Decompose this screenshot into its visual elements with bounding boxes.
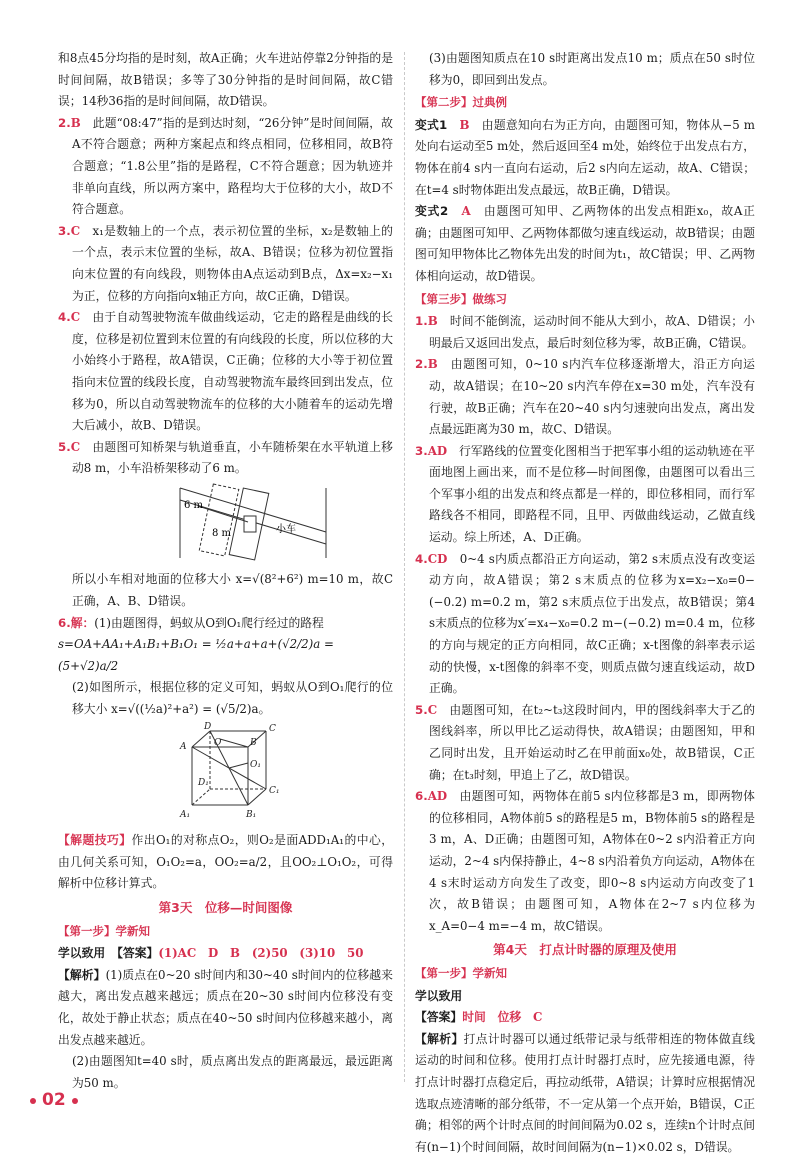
vertex-A1: A₁	[180, 809, 191, 820]
vertex-A: A	[180, 741, 187, 752]
q2-answer: 2.B 此题“08:47”指的是到达时刻，“26分钟”是时间间隔，故A不符合题意；两种方案起点和终点相同，位移相同，故B符合题意；“1.8公里”指的是路程，C不符合题意；因为轨迹并非单向直线，所以两方案中，路程均大于位移的大小，故D不符合题意。	[58, 115, 393, 217]
day3-analysis-2: (2)由题图知t=40 s时，质点离出发点的距离最远，最远距离为50 m。	[72, 1054, 393, 1090]
exercise-6: 6.AD 由题图可知，两物体在前5 s内位移都是3 m，即两物体的位移相同，A物体前5 s的路程是5 m，B物体前5 s的路程是3 m，A、D正确；由题图可知，A物体在0~2 s内沿着正方向运动，2~4 s内保持静止，4~8 s内沿着负方向运动，A物体在4 s末时运动方向发生了改变，即0~8 s内运动方向改变了1次，故B错误；由题图可知，A物体在2~7 s内位移为x_A=0−4 m=−4 m，故C错误。	[415, 789, 755, 933]
day3-answer-line: 学以致用 【答案】(1)AC D B (2)50 (3)10 50	[58, 946, 364, 961]
vertex-B1: B₁	[246, 809, 257, 820]
label-8m: 8 m	[212, 527, 232, 539]
cube-diagram	[176, 723, 286, 821]
day4-learn: 学以致用	[415, 988, 463, 1003]
exercise-1: 1.B 时间不能倒流，运动时间不能从大到小，故A、D错误；小明最后又返回出发点，最后时刻位移为零，故B正确，C错误。	[415, 314, 755, 350]
q6-solution: 6.解：(1)由题图得，蚂蚁从O到O₁爬行经过的路程	[58, 615, 324, 630]
day3-step2: 【第二步】过典例	[415, 95, 507, 110]
day3-title: 第3天 位移—时间图像	[158, 900, 293, 915]
cube-figure	[58, 723, 393, 829]
day4-analysis: 【解析】打点计时器可以通过纸带记录与纸带相连的物体做直线运动的时间和位移。使用打点计时器打点时，应先接通电源，待打点计时器打点稳定后，再拉动纸带，A错误；计算时应根据情况选取点迹清晰的部分纸带，不一定从第一个点开始，B错误，C正确；相邻的两个计时点间的时间间隔为0.02 s，连续n个计时点间有(n−1)个时间间隔，故时间间隔为(n−1)×0.02 s，D错误。	[415, 1031, 755, 1154]
q5-conclusion: 所以小车相对地面的位移大小 x=√(8²+6²) m=10 m，故C正确，A、B、D错误。	[72, 572, 393, 609]
q5-answer: 5.C 由题图可知桥架与轨道垂直，小车随桥架在水平轨道上移动8 m，小车沿桥架移动了6 m。	[58, 439, 393, 476]
vertex-B: B	[250, 737, 257, 748]
exercise-5: 5.C 由题图可知，在t₂~t₃这段时间内，甲的图线斜率大于乙的图线斜率，所以甲比乙运动得快，故A错误；由题图知，甲和乙同时出发，且开始运动时乙在甲前面x₀处，故B错误，C正确；在t₃时刻，甲追上了乙，故D错误。	[415, 702, 755, 782]
bridge-trolley-figure	[58, 482, 393, 568]
variant-1: 变式1 B 由题意知向右为正方向，由题图可知，物体从−5 m处向右运动至5 m处，然后返回至4 m处，始终位于出发点右方，物体在前4 s内一直向右运动，后2 s内向左运动，故A、C错误；在t=4 s时物体距出发点最远，故B正确，D错误。	[415, 117, 755, 197]
day3-analysis-3: (3)由题图知质点在10 s时距离出发点10 m；质点在50 s时位移为0，即回到出发点。	[429, 51, 755, 87]
q1-continuation: 和8点45分均指的是时刻，故A正确；火车进站停靠2分钟指的是时间间隔，故B错误；多等了30分钟指的是时间间隔，故C错误；14秒36指的是时间间隔，故D错误。	[58, 51, 393, 109]
exercise-4: 4.CD 0~4 s内质点都沿正方向运动，第2 s末质点没有改变运动方向，故A错误；第2 s末质点的位移为x=x₂−x₀=0−(−0.2) m=0.2 m，第2 s末质点位于出发点，故B错误；第4 s末质点的位移为x′=x₄−x₀=0.2 m−(−0.2) m=0.4 m，位移的方向与规定的正方向相同，故C正确；x-t图像的斜率表示运动的快慢，x-t图像的斜率不变，则质点做匀速直线运动，故D正确。	[415, 551, 755, 696]
q4-answer: 4.C 由于自动驾驶物流车做曲线运动，它走的路程是曲线的长度，位移是初位置到末位置的有向线段的长度，所以位移的大小始终小于路程，故A错误，C正确；位移的大小等于初位置指向末位置的线段长度，自动驾驶物流车最终回到出发点，位移为0，所以自动驾驶物流车的位移的大小随着车的运动先增大后减小，故B、D错误。	[58, 310, 393, 433]
q6-part2: (2)如图所示，根据位移的定义可知，蚂蚁从O到O₁爬行的位移大小 x=√((½a)²+a²) = (√5/2)a。	[72, 680, 393, 717]
label-6m: 6 m	[184, 499, 204, 511]
q3-answer: 3.C x₁是数轴上的一个点，表示初位置的坐标，x₂是数轴上的一个点，表示末位置的坐标，故A、B错误；位移为初位置指向末位置的有向线段，则物体由A点运动到B点，Δx=x₂−x₁为正，位移的方向指向x轴正方向，故C正确，D错误。	[58, 223, 393, 303]
right-column	[415, 48, 755, 1154]
vertex-D1: D₁	[198, 777, 209, 788]
day4-title: 第4天 打点计时器的原理及使用	[493, 942, 677, 958]
exercise-3: 3.AD 行军路线的位置变化图相当于把军事小组的运动轨迹在平面地图上画出来，而不是位移—时间图像，由题图可以看出三个军事小组的出发点和终点都是一样的，即位移相同，而行军路线各不相同，即路程不同，且甲、丙做曲线运动，乙做直线运动。综上所述，A、D正确。	[415, 443, 755, 545]
day4-answer-line: 【答案】时间 位移 C	[415, 1010, 543, 1025]
vertex-C: C	[269, 723, 276, 734]
vertex-C1: C₁	[269, 785, 280, 796]
footer-dot-right	[72, 1098, 78, 1104]
label-trolley: 小车	[276, 523, 296, 535]
q6-formula-1: s=OA+AA₁+A₁B₁+B₁O₁ = ½a+a+a+(√2/2)a =	[58, 637, 334, 652]
left-column	[58, 48, 393, 1088]
exercise-2: 2.B 由题图可知，0~10 s内汽车位移逐渐增大，沿正方向运动，故A错误；在10~20 s内汽车停在x=30 m处，汽车没有行驶，故B正确；汽车在20~40 s内匀速驶向出发点，离出发点最远距离为30 m，故C、D错误。	[415, 357, 755, 437]
day3-analysis-1: 【解析】(1)质点在0~20 s时间内和30~40 s时间内的位移越来越大，离出发点越来越远；质点在20~30 s时间内位移没有变化，故处于静止状态；质点在40~50 s时间内位移越来越小，离出发点越来越近。	[58, 967, 393, 1047]
footer-dot-left	[30, 1098, 36, 1104]
day3-step3: 【第三步】做练习	[415, 291, 507, 306]
bridge-trolley-diagram	[178, 482, 328, 560]
vertex-O1: O₁	[250, 759, 261, 770]
solving-tip: 【解题技巧】作出O₁的对称点O₂，则O₂是面ADD₁A₁的中心，由几何关系可知，O₁O₂=a，OO₂=a/2，且OO₂⊥O₁O₂，可得解析中位移计算式。	[58, 833, 393, 891]
vertex-O: O	[214, 737, 222, 748]
variant-2: 变式2 A 由题图可知甲、乙两物体的出发点相距x₀，故A正确；由题图可知甲、乙两物体都做匀速直线运动，故B错误；由题图可知甲物体比乙物体先出发的时间为t₁，故C错误；甲、乙两物体相向运动，故D错误。	[415, 204, 755, 283]
day3-step1: 【第一步】学新知	[58, 923, 150, 938]
q6-formula-2: (5+√2)a/2	[58, 658, 119, 673]
page-footer	[30, 1090, 78, 1112]
vertex-D: D	[204, 721, 212, 732]
day4-step1: 【第一步】学新知	[415, 965, 507, 980]
column-divider	[404, 52, 405, 1082]
page-number: 02	[42, 1090, 66, 1110]
